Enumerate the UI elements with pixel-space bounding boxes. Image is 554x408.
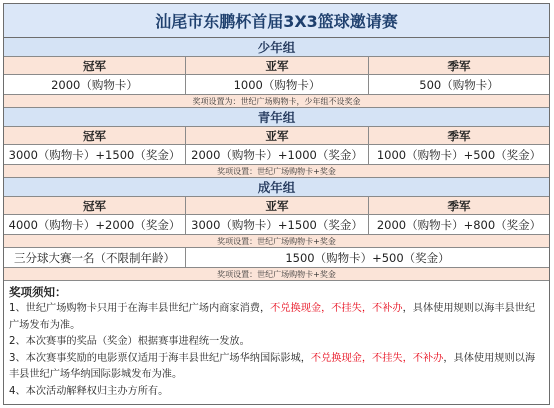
prize-second: 2000（购物卡）+1000（奖金） [186, 145, 369, 164]
note-adult: 奖项设置：世纪广场购物卡+奖金 [4, 235, 549, 248]
prize-first: 4000（购物卡）+2000（奖金） [4, 215, 186, 234]
prize-third: 2000（购物卡）+800（奖金） [376, 217, 542, 232]
header-third: 季军 [447, 58, 471, 73]
prize-row-adult [4, 215, 549, 235]
prize-table [3, 3, 550, 405]
notes-item-4: 4、本次活动解释权归主办方所有。 [9, 385, 169, 397]
header-first: 冠军 [4, 197, 186, 214]
notes-heading: 奖项须知： [9, 285, 67, 299]
notes-warning: 不兑换现金，不挂失，不补办 [270, 303, 403, 314]
header-row-youth [4, 127, 549, 145]
header-second: 亚军 [186, 127, 369, 144]
note-youth: 奖项设置：世纪广场购物卡+奖金 [4, 165, 549, 178]
three-point-prize: 1500（购物卡）+500（奖金） [285, 250, 450, 265]
prize-third: 1000（购物卡）+500（奖金） [376, 147, 542, 162]
three-point-label: 三分球大赛一名（不限制年龄） [4, 248, 186, 267]
prize-first: 3000（购物卡）+1500（奖金） [4, 145, 186, 164]
notes-warning: 不兑换现金，不挂失，不补办 [310, 352, 444, 364]
note-junior: 奖项设置为：世纪广场购物卡，少年组不设奖金 [4, 95, 549, 108]
prize-third: 500（购物卡） [419, 77, 499, 92]
header-second: 亚军 [186, 197, 369, 214]
header-second: 亚军 [186, 57, 369, 74]
group-title-adult: 成年组 [4, 178, 549, 197]
group-title-junior: 少年组 [4, 38, 549, 57]
prize-first: 2000（购物卡） [4, 75, 186, 94]
notes-item-1: 1、世纪广场购物卡只用于在海丰县世纪广场内商家消费，不兑换现金，不挂失，不补办，具体使用规则以海丰县世纪广场发布为准。 [9, 303, 536, 331]
prize-second: 3000（购物卡）+1500（奖金） [186, 215, 369, 234]
header-row-adult [4, 197, 549, 215]
header-third: 季军 [447, 198, 471, 213]
prize-row-three-point [4, 248, 549, 268]
header-third: 季军 [447, 128, 471, 143]
header-row-junior [4, 57, 549, 75]
notes-item-3: 3、本次赛事奖励的电影票仅适用于海丰县世纪广场华纳国际影城，不兑换现金，不挂失，不补办，具体使用规则以海丰县世纪广场华纳国际影城发布为准。 [9, 352, 536, 380]
page-title: 汕尾市东鹏杯首届3X3篮球邀请赛 [4, 4, 549, 38]
prize-notes [4, 281, 549, 404]
header-first: 冠军 [4, 57, 186, 74]
note-three-point: 奖项设置：世纪广场购物卡+奖金 [4, 268, 549, 281]
group-title-youth: 青年组 [4, 108, 549, 127]
header-first: 冠军 [4, 127, 186, 144]
prize-row-junior [4, 75, 549, 95]
notes-item-2: 2、本次赛事的奖品（奖金）根据赛事进程统一发放。 [9, 336, 250, 347]
prize-second: 1000（购物卡） [186, 75, 369, 94]
prize-row-youth [4, 145, 549, 165]
